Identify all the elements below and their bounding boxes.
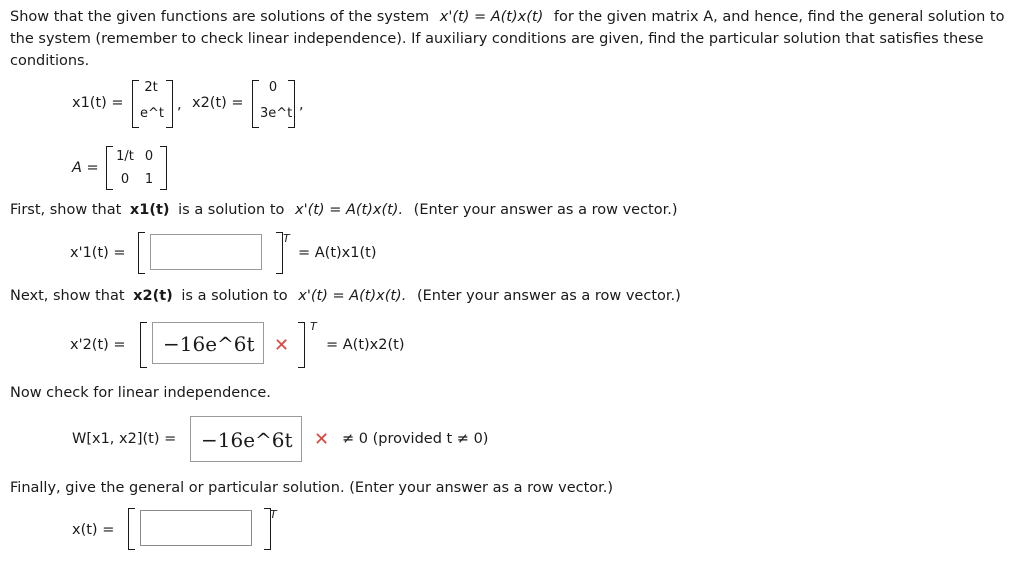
A-label: A =: [72, 160, 99, 176]
step2-rhs: = A(t)x2(t): [326, 337, 405, 353]
x2-label: x2(t) =: [192, 95, 244, 111]
A-11: 1/t: [116, 149, 134, 164]
A-12: 0: [144, 149, 154, 164]
x1-label: x1(t) =: [72, 95, 124, 111]
step1-func: x1(t): [129, 202, 170, 218]
incorrect-x-icon: ✕: [314, 429, 330, 450]
step2-func: x2(t): [133, 288, 173, 304]
problem-intro-rest: for the given matrix A, and hence, find the general solution to the system (remember to check linear independence). If auxiliary conditions are given, find the particular solution that satisfies these conditions.: [10, 9, 1005, 69]
wronskian-answer-value: −16e^6t: [201, 428, 293, 452]
x2-entry-2: 3e^t: [260, 106, 293, 121]
transpose-superscript: T: [270, 508, 277, 521]
A-22: 1: [144, 172, 154, 187]
step2-answer-input[interactable]: [152, 322, 264, 364]
step3-lhs: W[x1, x2](t) =: [72, 431, 177, 447]
step4-lhs: x(t) =: [72, 522, 115, 538]
A-21: 0: [120, 172, 130, 187]
system-equation: x'(t) = A(t)x(t): [439, 9, 544, 25]
x2-entry-1: 0: [268, 80, 278, 95]
x1-entry-1: 2t: [144, 80, 158, 95]
step1-lhs: x'1(t) =: [70, 245, 126, 261]
problem-statement: [10, 6, 1020, 72]
transpose-superscript: T: [310, 320, 317, 333]
transpose-superscript: T: [283, 232, 290, 245]
x1-entry-2: e^t: [140, 106, 164, 121]
step4-prompt: Finally, give the general or particular solution. (Enter your answer as a row vector.): [10, 480, 614, 496]
step1-prompt: First, show that x1(t) is a solution to x'(t) = A(t)x(t). (Enter your answer as a row vector.): [10, 202, 678, 218]
step2-lhs: x'2(t) =: [70, 337, 126, 353]
step1-rhs: = A(t)x1(t): [298, 245, 377, 261]
step3-prompt: Now check for linear independence.: [10, 385, 271, 401]
step2-answer-value: −16e^6t: [163, 332, 255, 356]
solution-answer-input[interactable]: [140, 510, 252, 546]
step3-rhs: ≠ 0 (provided t ≠ 0): [342, 431, 489, 447]
step1-answer-input[interactable]: [150, 234, 262, 270]
problem-intro: Show that the given functions are solutions of the system: [10, 9, 430, 25]
incorrect-x-icon: ✕: [274, 335, 290, 356]
step2-prompt: Next, show that x2(t) is a solution to x'(t) = A(t)x(t). (Enter your answer as a row vector.): [10, 288, 681, 304]
wronskian-answer-input[interactable]: [190, 416, 302, 462]
